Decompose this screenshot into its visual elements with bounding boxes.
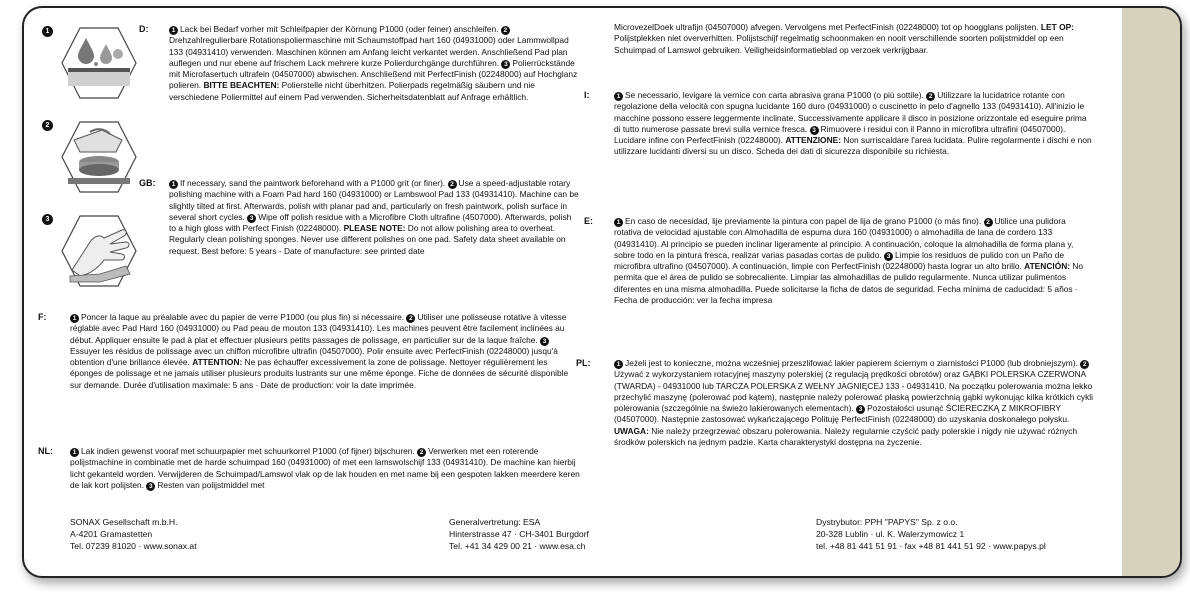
step-badge-3: 3 [810,126,819,135]
step-badge-3: 3 [146,482,155,491]
step-badge-3: 3 [884,252,893,261]
de-warning-text: Polierstelle nicht überhitzen. Polierpads regelmäßig säubern und nie verschiedene Poliermittel auf einem Pad verwenden. Sicherheitsdatenblatt auf Anfrage erhältlich. [169,80,535,102]
footer-right-line-2: 20-328 Lublin · ul. K. Walerzymowicz 1 [816,529,965,539]
lang-code-pl: PL: [576,358,591,368]
fr-step-1: Poncer la laque au préalable avec du papier de verre P1000 (ou plus fin) si nécessaire. [81,312,405,322]
cloth-hand-icon [60,212,138,290]
footer-left-line-1: SONAX Gesellschaft m.b.H. [70,517,178,527]
step-badge-3: 3 [856,405,865,414]
gb-warning-text: Do not allow polishing area to overheat. Regularly clean polishing sponges. Never use different polishes on one pad. Safety data sheet available on request. Best before: 5 years - Date of manufacture: see printed date [169,223,566,256]
product-label [22,6,1182,578]
lang-code-gb: GB: [139,178,156,188]
step-badge-1: 1 [614,92,623,101]
step-badge-2: 2 [406,314,415,323]
fr-warning-text: Ne pas échauffer excessivement la zone de polissage. Nettoyer régulièrement les éponges de polissage et ne jamais utiliser plusieurs produits lustrants sur une même éponge. Fiche de données de sécurité disponible sur demande. Durée d'utilisation maximale: 5 ans · Date de production: voir la date imprimée. [70,357,569,390]
pl-step-3: Pozostałości usunąć ŚCIERECZKĄ Z MIKROFIBRY (04507000). Następnie zastosować wykańczającego Polituję PerfectFinish (02248000) do uzyskania doskonałego połysku. [614,403,1070,425]
icon-step-2 [42,116,140,206]
footer-right-line-1: Dystrybutor: PPH "PAPYS" Sp. z o.o. [816,517,958,527]
pl-step-2: Używać z wykorzystaniem rotacyjnej maszyny polerskiej (z regulacją prędkości obrotów) oraz GĄBKI POLERSKA CZERWONA (TWARDA) - 04931000 lub TARCZA POLERSKA Z WEŁNY JAGNIĘCEJ 133 - 04931410. Na początku polerowania można lekko przechylić maszynę (polerować pod kątem), następnie należy polerować płaską powierzchnią gąbki wykonując kilka krótkich cykli polerowania (szczególnie na świeżo lakierowanych elementach). [614,369,1093,414]
fr-warning: ATTENTION: [192,357,243,368]
side-stripe [1122,8,1180,576]
section-es [614,216,1094,306]
footer-center-line-1: Generalvertretung: ESA [449,517,541,527]
gb-step-3: Wipe off polish residue with a Microfibre Cloth ultrafine (4507000). Afterwards, polish to a high gloss with Perfect Finish (02248000). [169,211,572,234]
section-nl-continued [614,22,1094,56]
step-badge-2: 2 [926,92,935,101]
de-step-2: Drehzahlregulierbare Rotationspoliermaschine mit Schaumstoffpad hart 160 (04931000) oder Lammwollpad 133 (04931410) verwenden. Maschinen können am Anfang leicht verkantet werden. Anschließend Pad plan auflegen und nur ebene auf frischem Lack mehrere kurze Polierdurchgänge durchführen. [169,35,569,68]
de-warning: BITTE BEACHTEN: [203,80,280,91]
step-badge-1: 1 [70,448,79,457]
icon-step-1 [42,22,140,112]
step-badge-2: 2 [417,448,426,457]
es-warning-text: No permita que el área de pulido se sobrecaliente. Limpiar las almohadillas de pulido regularmente. Nunca utilizar pulimentos diferentes en una misma almohadilla. Puede solicitarse la ficha de datos de seguridad. Fecha mínima de caducidad: 5 años · Fecha de producción: ver la fecha impresa [614,261,1084,306]
step-badge-1: 1 [169,180,178,189]
footer-left-line-3: Tel. 07239 81020 · www.sonax.at [70,541,197,551]
it-step-3: Rimuovere i residui con il Panno in microfibra ultrafini (04507000). Lucidare infine con PerfectFinish (02248000). [614,123,1066,146]
step-badge-3: 3 [540,337,549,346]
it-step-2: Utilizzare la lucidatrice rotante con regolazione della velocità con spugna lucidante 160 duro (04931000) o cuscinetto in pelo d'agnello 133 (04931410). All'inizio le macchine possono essere leggermente inclinate. Successivamente applicare il disco in posizione orizzontale ed eseguire prima di tutto numerose passate brevi sulla vernice fresca. [614,90,1087,134]
es-step-1: En caso de necesidad, lije previamente la pintura con papel de lija de grano P1000 (o más fino). [625,216,982,226]
step-number: 2 [42,120,53,131]
step-badge-2: 2 [501,26,510,35]
nl-step-2: Verwerken met een roterende polijstmachine in combinatie met de harde schuimpad 160 (04931000) of met een lamswolschijf 133 (04931410). De machine kan hierbij licht gekanteld worden. Verwijderen de Schuimpad/Lamswol vlak op de lak houden en met name bij een gespoten lakken meerdere keren de lak kort polijsten. [70,446,580,490]
section-pl [614,358,1094,448]
footer-center-line-2: Hinterstrasse 47 · CH-3401 Burgdorf [449,529,589,539]
footer-distributor-pl [816,516,1116,552]
footer-right-line-3: tel. +48 81 441 51 91 · fax +48 81 441 51 92 · www.papys.pl [816,541,1046,551]
section-fr [70,312,580,391]
step-badge-3: 3 [247,214,256,223]
step-badge-2: 2 [448,180,457,189]
de-step-3: Polierrückstände mit Microfasertuch ultrafein (04507000) abwischen. Anschließend mit PerfectFinish (02248000) auf Hochglanz polieren. [169,57,578,91]
fr-step-3: Essuyer les résidus de polissage avec un chiffon microfibre ultrafin (04507000). Polir ensuite avec PerfectFinish (02248000) jusqu'à obtention d'une brillance élevée. [70,345,558,368]
step-icons [42,22,140,304]
step-badge-2: 2 [1080,360,1089,369]
it-warning: ATTENZIONE: [785,135,841,146]
step-badge-1: 1 [614,218,623,227]
footer-manufacturer [70,516,400,552]
nl-step-1: Lak indien gewenst vooraf met schuurpapier met schuurkorrel P1000 (of fijner) bijschuren. [81,446,415,456]
lang-code-it: I: [584,90,590,100]
nl-warning-text: Polijstplekken niet oververhitten. Polijstschijf regelmatig schoonmaken en nooit verschillende soorten polijstmiddel op een Schuimpad of Lamswol gebruiken. Veiligheidsinformatieblad op verzoek verkrijgbaar. [614,33,1064,55]
footer-distributor-ch [449,516,779,552]
section-de [169,24,579,103]
footer-center-line-3: Tel. +41 34 429 00 21 · www.esa.ch [449,541,586,551]
es-warning: ATENCIÓN: [1024,261,1071,272]
gb-step-2: Use a speed-adjustable rotary polishing machine with a Foam Pad hard 160 (04931000) or Lambswool Pad 133 (04931410). Machine can be slightly tilted at first. Afterwards, polish with planar pad and, particularly on fresh paintwork, polish surface in several short cycles. [169,178,579,222]
lang-code-es: E: [584,216,593,226]
nl-step-3: Resten van polijstmiddel met [157,479,265,490]
lang-code-de: D: [139,24,149,34]
es-step-2: Utilice una pulidora rotativa de velocidad ajustable con Almohadilla de espuma dura 160 (04931000) o almohadilla de lana de cordero 133 (04931410). Al principio se pueden inclinar ligeramente al principio. A continuación, coloque la almohadilla de forma plana y, sobre todo en la pintura fresca, realizar varias pasadas cortas de pulido. [614,216,1074,260]
pl-warning: UWAGA: [614,425,649,436]
it-step-1: Se necessario, levigare la vernice con carta abrasiva grana P1000 (o più sottile). [625,90,924,100]
fr-step-2: Utiliser une polisseuse rotative à vitesse réglable avec Pad Hard 160 (04931000) ou Pad peau de mouton 133 (04931410). Les machines peuvent être facilement inclinées au début. Appliquer ensuite le pad à plat et effectuer plusieurs petits passages de polissage, en particulier sur de la laque fraîche. [70,312,567,345]
nl-warning: LET OP: [1040,22,1074,32]
section-nl [70,446,580,491]
lang-code-nl: NL: [38,446,53,456]
step-badge-1: 1 [614,360,623,369]
step-badge-2: 2 [984,218,993,227]
nl-step-3-cont: MicrovezelDoek ultrafijn (04507000) afvegen. Vervolgens met PerfectFinish (02248000) tot op hoogglans polijsten. [614,22,1039,32]
es-step-3: Limpie los residuos de pulido con un Paño de microfibra ultrafino (04507000). A continuación, limpie con PerfectFinish (02248000) hasta lograr un alto brillo. [614,249,1065,272]
footer-left-line-2: A-4201 Gramastetten [70,529,153,539]
polisher-icon [60,118,138,196]
de-step-1: Lack bei Bedarf vorher mit Schleifpapier der Körnung P1000 (oder feiner) anschleifen. [180,24,499,34]
droplets-icon [60,24,138,102]
step-number: 1 [42,26,53,37]
step-badge-1: 1 [169,26,178,35]
pl-step-1: Jeżeli jest to konieczne, można wcześniej przeszlifować lakier papierem ściernym o ziarnistości P1000 (lub drobniejszym). [625,358,1078,368]
section-gb [169,178,579,257]
icon-step-3 [42,210,140,300]
gb-step-1: If necessary, sand the paintwork beforehand with a P1000 grit (or finer). [180,178,446,188]
pl-warning-text: Nie należy przegrzewać obszaru polerowania. Należy regularnie czyścić pady polerskie i nigdy nie używać różnych środków polerskich na jednym padzie. Karta charakterystyki dostępna na życzenie. [614,425,1078,448]
gb-warning: PLEASE NOTE: [343,223,406,234]
step-badge-1: 1 [70,314,79,323]
section-it [614,90,1094,158]
lang-code-fr: F: [38,312,47,322]
step-badge-3: 3 [501,60,510,69]
it-warning-text: Non surriscaldare l'area lucidata. Pulire regolarmente i dischi e non utilizzare lucidanti diversi su un disco. Scheda dei dati di sicurezza disponibile su richiesta. [614,135,1092,157]
step-number: 3 [42,214,53,225]
